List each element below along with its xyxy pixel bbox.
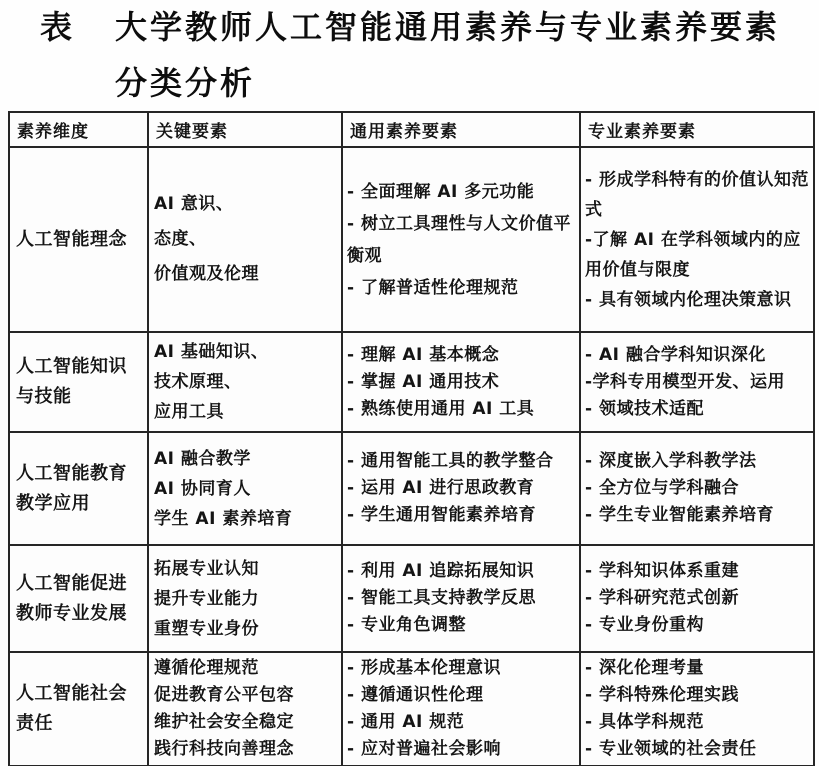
- cell-line: - 掌握 AI 通用技术: [347, 371, 500, 392]
- cell-professional-elements: [580, 545, 814, 652]
- cell-line: 应用工具: [154, 402, 224, 422]
- table-body: [9, 147, 814, 766]
- table-title-label: 表: [40, 8, 76, 46]
- cell-line: - 形成基本伦理意识: [347, 658, 501, 678]
- literacy-classification-table: [8, 111, 815, 766]
- table-row: [9, 147, 814, 332]
- cell-line: 人工智能促进教师专业发展: [16, 572, 127, 624]
- cell-line: - 形成学科特有的价值认知范式: [585, 169, 809, 220]
- cell-general-elements: [342, 147, 580, 332]
- cell-line: -学科专用模型开发、运用: [585, 371, 786, 392]
- cell-line: 重塑专业身份: [154, 618, 259, 639]
- cell-key-elements: [148, 332, 342, 432]
- cell-line: - 全方位与学科融合: [585, 478, 739, 498]
- cell-line: 提升专业能力: [154, 588, 259, 609]
- cell-line: AI 基础知识、: [154, 342, 269, 362]
- cell-line: 维护社会安全稳定: [154, 712, 294, 732]
- cell-line: 价值观及伦理: [154, 264, 259, 284]
- cell-line: - 学科知识体系重建: [585, 561, 739, 581]
- cell-line: - 智能工具支持教学反思: [347, 588, 536, 608]
- cell-line: - 具体学科规范: [585, 712, 704, 732]
- cell-line: - AI 融合学科知识深化: [585, 344, 766, 365]
- cell-line: - 利用 AI 追踪拓展知识: [347, 561, 535, 581]
- cell-line: AI 融合教学: [154, 448, 251, 469]
- cell-professional-elements: [580, 332, 814, 432]
- cell-dimension: [9, 652, 148, 766]
- table-title-line2: 分类分析: [115, 64, 256, 102]
- cell-line: - 通用智能工具的教学整合: [347, 451, 554, 471]
- cell-professional-elements: [580, 652, 814, 766]
- col-header-key-elements: 关键要素: [148, 112, 342, 147]
- cell-line: - 运用 AI 进行思政教育: [347, 478, 535, 498]
- cell-line: - 熟练使用通用 AI 工具: [347, 398, 535, 419]
- cell-line: 拓展专业认知: [154, 558, 259, 579]
- cell-line: - 理解 AI 基本概念: [347, 344, 500, 365]
- col-header-general-elements: 通用素养要素: [342, 112, 580, 147]
- cell-dimension: [9, 432, 148, 545]
- cell-line: - 全面理解 AI 多元功能: [347, 181, 535, 202]
- cell-line: - 了解普适性伦理规范: [347, 277, 519, 298]
- cell-line: - 学生专业智能素养培育: [585, 505, 774, 525]
- cell-line: - 应对普遍社会影响: [347, 739, 501, 759]
- cell-line: 态度、: [154, 229, 207, 249]
- cell-line: 促进教育公平包容: [154, 685, 294, 705]
- cell-key-elements: [148, 147, 342, 332]
- cell-general-elements: [342, 432, 580, 545]
- cell-line: 践行科技向善理念: [154, 739, 294, 759]
- cell-line: 人工智能理念: [16, 228, 127, 250]
- cell-line: 学生 AI 素养培育: [154, 508, 293, 529]
- cell-general-elements: [342, 545, 580, 652]
- cell-dimension: [9, 545, 148, 652]
- cell-line: 人工智能知识与技能: [16, 356, 127, 407]
- cell-key-elements: [148, 432, 342, 545]
- col-header-professional-elements: 专业素养要素: [580, 112, 814, 147]
- cell-line: - 学科特殊伦理实践: [585, 685, 739, 705]
- cell-line: - 通用 AI 规范: [347, 712, 465, 732]
- cell-line: 人工智能社会责任: [16, 683, 127, 734]
- cell-line: - 树立工具理性与人文价值平衡观: [347, 213, 571, 266]
- cell-line: - 领域技术适配: [585, 398, 704, 419]
- cell-line: - 深度嵌入学科教学法: [585, 451, 757, 471]
- table-header-row: [9, 112, 814, 147]
- cell-key-elements: [148, 652, 342, 766]
- cell-key-elements: [148, 545, 342, 652]
- cell-line: - 具有领域内伦理决策意识: [585, 289, 792, 310]
- cell-line: - 学科研究范式创新: [585, 588, 739, 608]
- table-title-text: 大学教师人工智能通用素养与专业素养要素: [115, 8, 781, 46]
- cell-line: 人工智能教育教学应用: [16, 462, 127, 514]
- cell-line: - 学生通用智能素养培育: [347, 505, 536, 525]
- cell-dimension: [9, 147, 148, 332]
- cell-general-elements: [342, 332, 580, 432]
- table-row: [9, 432, 814, 545]
- cell-line: 遵循伦理规范: [154, 658, 259, 678]
- cell-line: - 深化伦理考量: [585, 658, 704, 678]
- cell-dimension: [9, 332, 148, 432]
- cell-line: AI 意识、: [154, 194, 234, 214]
- table-row: [9, 332, 814, 432]
- cell-professional-elements: [580, 147, 814, 332]
- cell-general-elements: [342, 652, 580, 766]
- cell-professional-elements: [580, 432, 814, 545]
- col-header-dimension: 素养维度: [9, 112, 148, 147]
- cell-line: - 专业角色调整: [347, 615, 466, 635]
- table-title: [8, 6, 813, 48]
- cell-line: AI 协同育人: [154, 478, 251, 499]
- table-row: [9, 545, 814, 652]
- cell-line: -了解 AI 在学科领域内的应用价值与限度: [585, 229, 801, 280]
- table-row: [9, 652, 814, 766]
- cell-line: - 遵循通识性伦理: [347, 685, 484, 705]
- cell-line: - 专业领域的社会责任: [585, 739, 757, 759]
- cell-line: - 专业身份重构: [585, 615, 704, 635]
- cell-line: 技术原理、: [154, 372, 242, 392]
